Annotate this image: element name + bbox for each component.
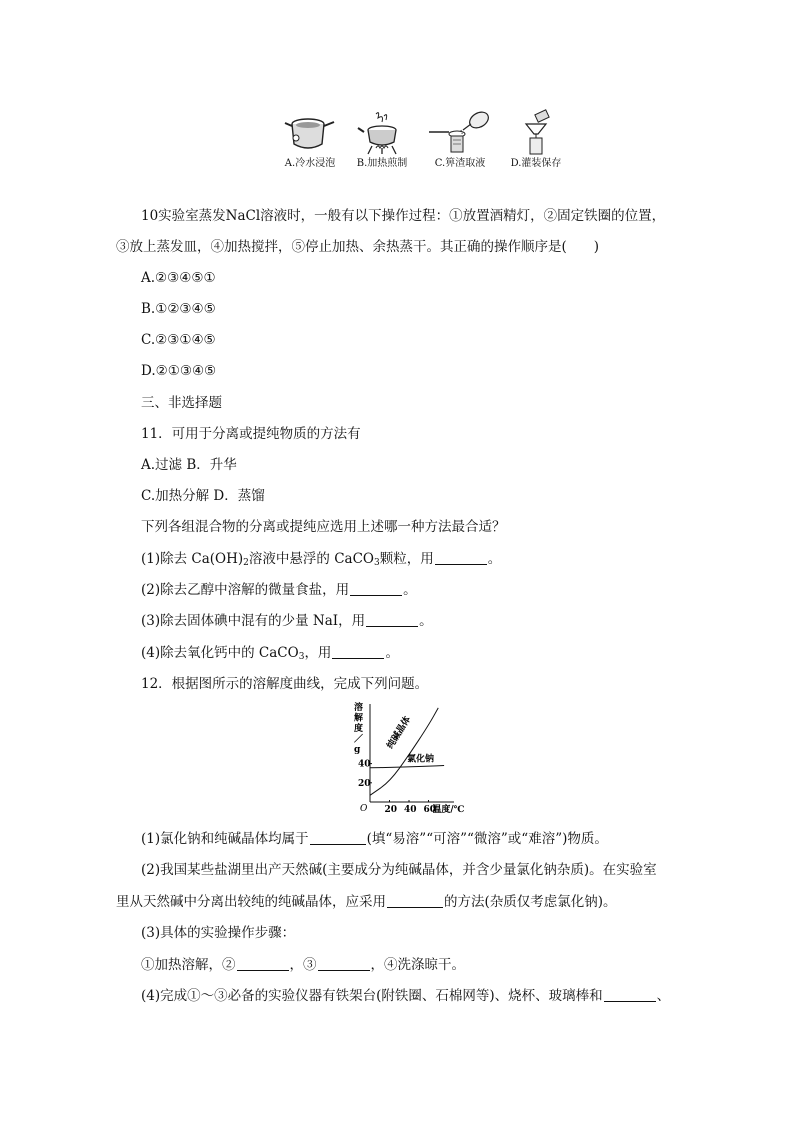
q12-part3: (3)具体的实验操作步骤： (141, 925, 296, 941)
series-label-nacl: 氯化钠 (407, 754, 435, 765)
illustration-caption: A.冷水浸泡 (284, 158, 336, 169)
y-axis-label-char: 溶 (354, 703, 364, 713)
q11-part4: (4)除去氧化钙中的 CaCO$_3$，用 。 (141, 645, 399, 662)
answer-blank[interactable] (435, 550, 487, 565)
illustration-a (270, 110, 350, 170)
q11-stem: 11．可用于分离或提纯物质的方法有 (141, 426, 361, 442)
answer-blank[interactable] (332, 644, 384, 659)
q12-part4: (4)完成①～③必备的实验仪器有铁架台(附铁圈、石棉网等)、烧杯、玻璃棒和 、 (141, 988, 671, 1004)
q11-part3: (3)除去固体碘中混有的少量 NaI，用 。 (141, 613, 433, 629)
answer-blank[interactable] (318, 956, 370, 971)
answer-blank[interactable] (237, 956, 289, 971)
answer-blank[interactable] (604, 987, 656, 1002)
y-axis-label-char: 度 (354, 724, 364, 734)
procedure-illustrations (270, 110, 570, 188)
answer-blank[interactable] (387, 893, 443, 908)
q12-part3-steps: ①加热溶解，② ，③ ，④洗涤晾干。 (141, 957, 465, 973)
y-axis-label-char: 解 (354, 713, 364, 724)
illustration-caption: C.箅渣取液 (434, 158, 486, 169)
x-axis-label: 温度/℃ (432, 805, 465, 815)
series-curve-1 (370, 766, 444, 768)
bottle-filling-icon (508, 110, 564, 156)
q11-intro: 下列各组混合物的分离或提纯应选用上述哪一种方法最合适？ (141, 519, 506, 535)
q12-part1: (1)氯化钠和纯碱晶体均属于 (填“易溶”“可溶”“微溶”或“难溶”)物质。 (141, 831, 608, 847)
q10-option-a: A.②③④⑤① (141, 270, 216, 286)
q12-part2-line1: (2)我国某些盐湖里出产天然碱(主要成分为纯碱晶体，并含少量氯化钠杂质)。在实验室 (141, 862, 657, 878)
illustration-caption: D.灌装保存 (510, 158, 562, 169)
origin-label: O (360, 804, 368, 814)
q10-stem-line1: 10实验室蒸发NaCl溶液时，一般有以下操作过程：①放置酒精灯，②固定铁圈的位置， (141, 208, 666, 224)
pot-heating-icon (354, 110, 410, 156)
q10-option-c: C.②③①④⑤ (141, 332, 216, 348)
series-label-soda: 纯碱晶体 (385, 714, 414, 751)
answer-blank[interactable] (350, 581, 402, 596)
pot-soaking-icon (282, 110, 338, 156)
q12-part2-line2: 里从天然碱中分离出较纯的纯碱晶体，应采用 的方法(杂质仅考虑氯化钠)。 (116, 894, 617, 910)
strainer-pouring-icon (427, 110, 493, 156)
q11-part1: (1)除去 $Ca(OH)_2$溶液中悬浮的 CaCO$_3$颗粒，用 。 (141, 551, 502, 568)
q11-options-line2: C.加热分解 D．蒸馏 (141, 488, 265, 504)
y-tick-label: 20 (358, 778, 371, 789)
q11-part2: (2)除去乙醇中溶解的微量食盐，用 。 (141, 582, 417, 598)
illustration-d (496, 110, 576, 170)
q11-options-line1: A.过滤 B．升华 (141, 457, 237, 473)
q10-option-d: D.②①③④⑤ (141, 363, 217, 379)
x-tick-label: 40 (404, 805, 417, 815)
q10-stem-line2: ③放上蒸发皿，④加热搅拌，⑤停止加热、余热蒸干。其正确的操作顺序是( ) (116, 239, 600, 255)
y-axis-label-char: ／ (354, 734, 364, 745)
q10-option-b: B.①②③④⑤ (141, 301, 216, 317)
q12-stem: 12．根据图所示的溶解度曲线，完成下列问题。 (141, 676, 429, 692)
answer-blank[interactable] (366, 612, 418, 627)
solubility-chart (340, 700, 465, 818)
x-tick-label: 60 (423, 805, 437, 815)
x-tick-label: 20 (384, 805, 398, 815)
illustration-c (420, 110, 500, 170)
illustration-b (342, 110, 422, 170)
answer-blank[interactable] (310, 830, 366, 845)
y-tick-label: 40 (358, 759, 371, 770)
section-heading: 三、非选择题 (141, 395, 222, 411)
illustration-caption: B.加热煎制 (356, 158, 408, 169)
y-axis-label-char: g (354, 745, 361, 755)
